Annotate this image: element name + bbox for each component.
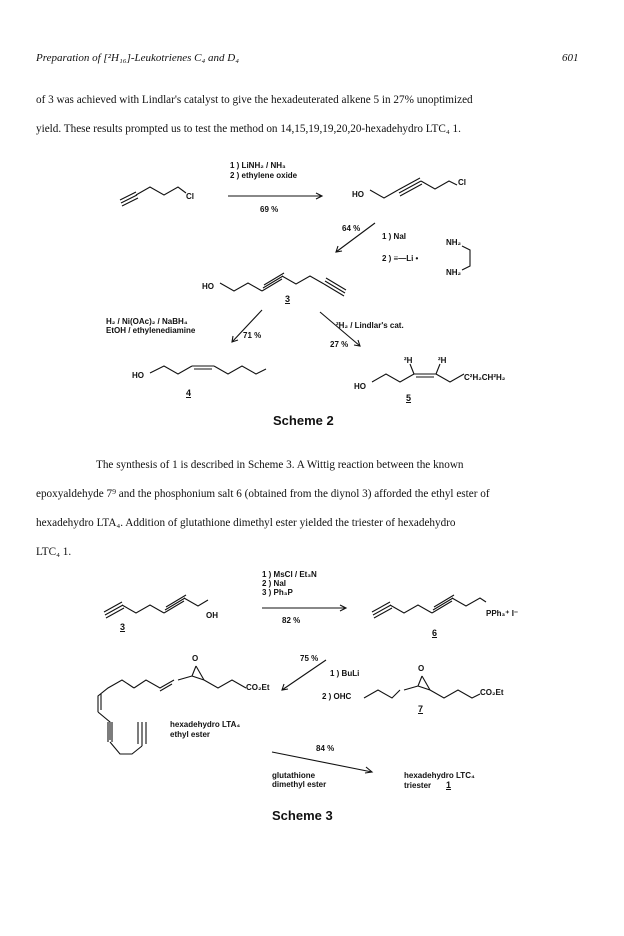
paragraph-line: yield. These results prompted us to test the method on 14,15,19,19,20,20-hexadehydro LTC₄ 1. <box>36 123 461 135</box>
deuterium-label: ²H <box>404 356 413 365</box>
hydroxy-chloro-alkyne <box>370 178 457 198</box>
cl-label: Cl <box>458 178 466 187</box>
yield-label: 75 % <box>300 654 319 663</box>
oh-label: OH <box>206 611 218 620</box>
paragraph-line: of 3 was achieved with Lindlar's catalyst to give the hexadeuterated alkene 5 in 27% unoptimized <box>36 94 473 106</box>
compound-name-label: hexadehydro LTC₄ <box>404 771 475 780</box>
reagent-label: 1 ) NaI <box>382 232 407 241</box>
scheme-3-caption: Scheme 3 <box>272 808 333 823</box>
reagent-label: 2 ) NaI <box>262 579 287 588</box>
compound-name-label: triester <box>404 781 432 790</box>
compound-number: 3 <box>285 294 291 304</box>
yield-label: 27 % <box>330 340 349 349</box>
nh2-label: NH₂ <box>446 238 462 247</box>
paragraph-line: hexadehydro LTA₄. Addition of glutathione dimethyl ester yielded the triester of hexadehydro <box>36 517 456 529</box>
compound-3-diynol <box>220 273 346 296</box>
arrow-s3-step-3 <box>272 752 372 773</box>
chain-end-label: C²H₂CH²H₂ <box>464 373 506 382</box>
yield-label: 84 % <box>316 744 335 753</box>
start-material-chloro-alkyne <box>120 187 186 206</box>
compound-5-deuterated-alkene <box>372 364 464 382</box>
reagent-label: 1 ) MsCl / Et₃N <box>262 570 317 579</box>
arrow-step-1 <box>228 193 322 199</box>
page-number: 601 <box>562 52 579 64</box>
compound-number: 7 <box>418 704 424 714</box>
epoxide-o-label: O <box>192 654 199 663</box>
co2et-label: CO₂Et <box>246 683 270 692</box>
ho-label: HO <box>132 371 144 380</box>
compound-number: 4 <box>186 388 192 398</box>
yield-label: 82 % <box>282 616 301 625</box>
reagent-label: 1 ) LiNH₂ / NH₃ <box>230 161 286 170</box>
reagent-label: 2 ) ≡—Li • <box>382 254 419 263</box>
compound-4-alkene <box>150 366 266 374</box>
arrow-s3-step-1 <box>262 605 346 611</box>
reagent-label: 2 ) ethylene oxide <box>230 171 298 180</box>
compound-name-label: ethyl ester <box>170 730 211 739</box>
compound-name-label: hexadehydro LTA₄ <box>170 720 241 729</box>
reagent-label: EtOH / ethylenediamine <box>106 326 196 335</box>
ho-label: HO <box>352 190 364 199</box>
compound-number: 1 <box>446 780 452 790</box>
compound-number: 3 <box>120 622 126 632</box>
ho-label: HO <box>202 282 214 291</box>
paragraph-line: LTC₄ 1. <box>36 546 72 558</box>
arrow-s3-step-2 <box>282 660 326 690</box>
reagent-label: 1 ) BuLi <box>330 669 360 678</box>
reagent-label: dimethyl ester <box>272 780 327 789</box>
running-title: Preparation of [²H₁₆]-Leukotrienes C₄ and D₄ <box>36 52 240 64</box>
phosphonium-label: PPh₃⁺ I⁻ <box>486 609 519 618</box>
reagent-label: ²H₂ / Lindlar's cat. <box>336 321 404 330</box>
compound-number: 5 <box>406 393 412 403</box>
nh2-label: NH₂ <box>446 268 462 277</box>
yield-label: 71 % <box>243 331 262 340</box>
compound-6-phosphonium <box>372 595 486 618</box>
cl-label: Cl <box>186 192 194 201</box>
scheme-2-caption: Scheme 2 <box>273 413 334 428</box>
deuterium-label: ²H <box>438 356 447 365</box>
co2et-label: CO₂Et <box>480 688 504 697</box>
compound-7-epoxyaldehyde <box>364 676 480 698</box>
epoxide-o-label: O <box>418 664 425 673</box>
reagent-label: H₂ / Ni(OAc)₂ / NaBH₄ <box>106 317 188 326</box>
paragraph-line: epoxyaldehyde 7⁹ and the phosphonium salt 6 (obtained from the diynol 3) afforded the ethyl ester of <box>36 488 490 500</box>
compound-3-diynol-s3 <box>104 595 208 618</box>
compound-number: 6 <box>432 628 438 638</box>
reagent-label: 2 ) OHC <box>322 692 352 701</box>
reagent-label: glutathione <box>272 771 316 780</box>
ho-label: HO <box>354 382 366 391</box>
hexadehydro-lta4-ester-structure <box>98 666 246 754</box>
yield-label: 69 % <box>260 205 279 214</box>
paragraph-line: The synthesis of 1 is described in Scheme 3. A Wittig reaction between the known <box>96 459 464 471</box>
yield-label: 64 % <box>342 224 361 233</box>
reagent-label: 3 ) Ph₃P <box>262 588 293 597</box>
